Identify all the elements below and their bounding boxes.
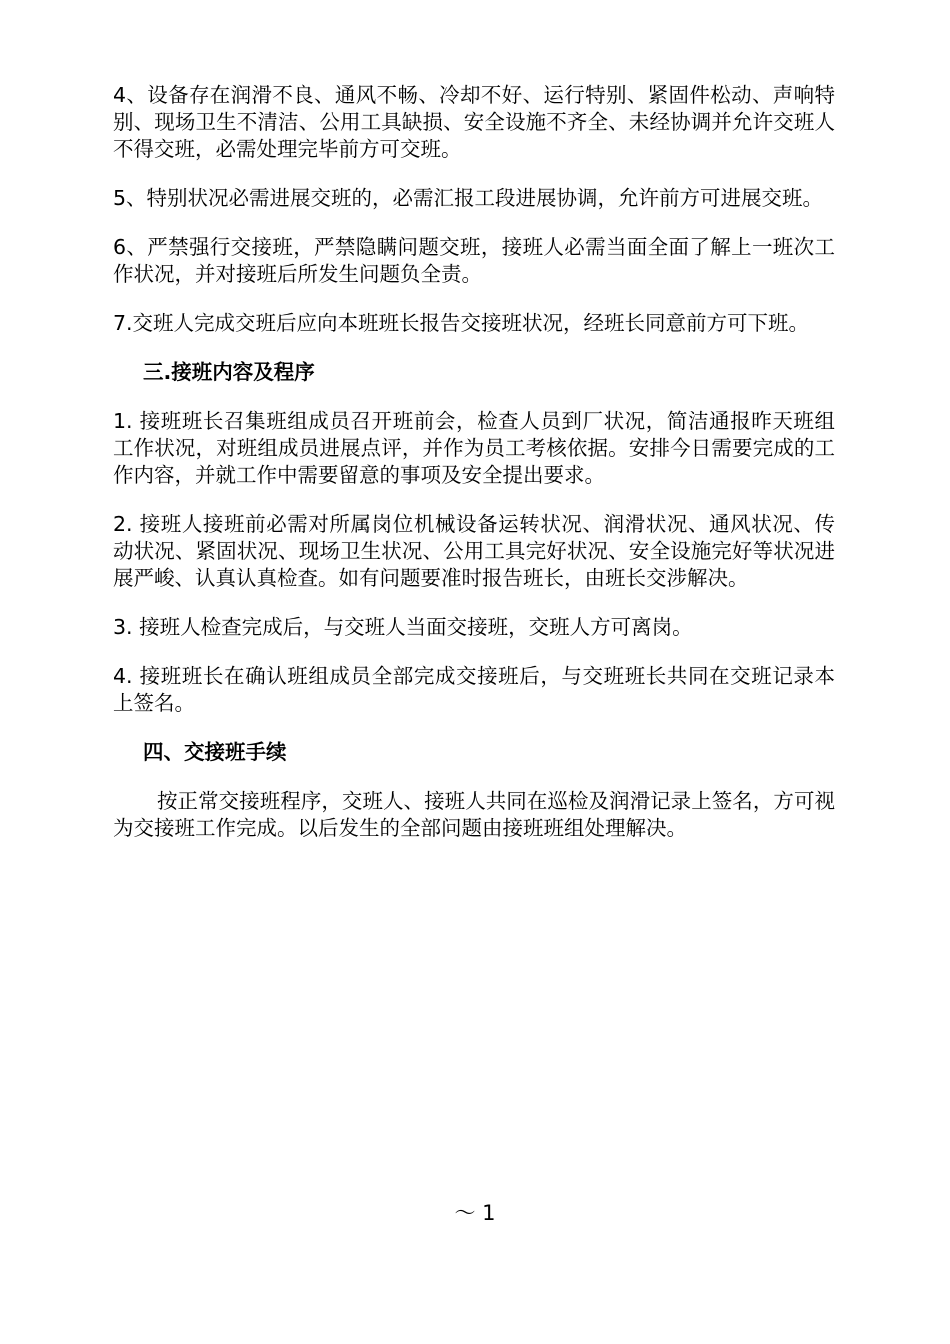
paragraph-receive-4: 4. 接班班长在确认班组成员全部完成交接班后，与交班班长共同在交班记录本上签名。 — [113, 664, 835, 715]
document-body — [113, 82, 835, 864]
section-heading-handover-procedure: 四、交接班手续 — [143, 740, 287, 764]
paragraph-receive-1: 1. 接班班长召集班组成员召开班前会，检查人员到厂状况，简洁通报昨天班组工作状况，对班组成员进展点评，并作为员工考核依据。安排今日需要完成的工作内容，并就工作中需要留意的事项及安全提出要求。 — [113, 409, 835, 487]
paragraph-item-4: 4、设备存在润滑不良、通风不畅、冷却不好、运行特别、紧固件松动、声响特别、现场卫生不清洁、公用工具缺损、安全设施不齐全、未经协调并允许交班人不得交班，必需处理完毕前方可交班。 — [113, 83, 835, 161]
paragraph-item-7: 7.交班人完成交班后应向本班班长报告交接班状况，经班长同意前方可下班。 — [113, 311, 810, 335]
paragraph-procedure: 按正常交接班程序，交班人、接班人共同在巡检及润滑记录上签名，方可视为交接班工作完成。以后发生的全部问题由接班班组处理解决。 — [113, 789, 835, 840]
paragraph-receive-3: 3. 接班人检查完成后，与交班人当面交接班，交班人方可离岗。 — [113, 615, 693, 639]
section-heading-handover-content: 三.接班内容及程序 — [143, 360, 315, 384]
paragraph-receive-2: 2. 接班人接班前必需对所属岗位机械设备运转状况、润滑状况、通风状况、传动状况、紧固状况、现场卫生状况、公用工具完好状况、安全设施完好等状况进展严峻、认真认真检查。如有问题要准时报告班长，由班长交涉解决。 — [113, 512, 835, 590]
page-number: ～ 1 — [454, 1201, 496, 1225]
paragraph-item-5: 5、特别状况必需进展交班的，必需汇报工段进展协调，允许前方可进展交班。 — [113, 186, 824, 210]
paragraph-item-6: 6、严禁强行交接班，严禁隐瞒问题交班，接班人必需当面全面了解上一班次工作状况，并对接班后所发生问题负全责。 — [113, 235, 835, 286]
